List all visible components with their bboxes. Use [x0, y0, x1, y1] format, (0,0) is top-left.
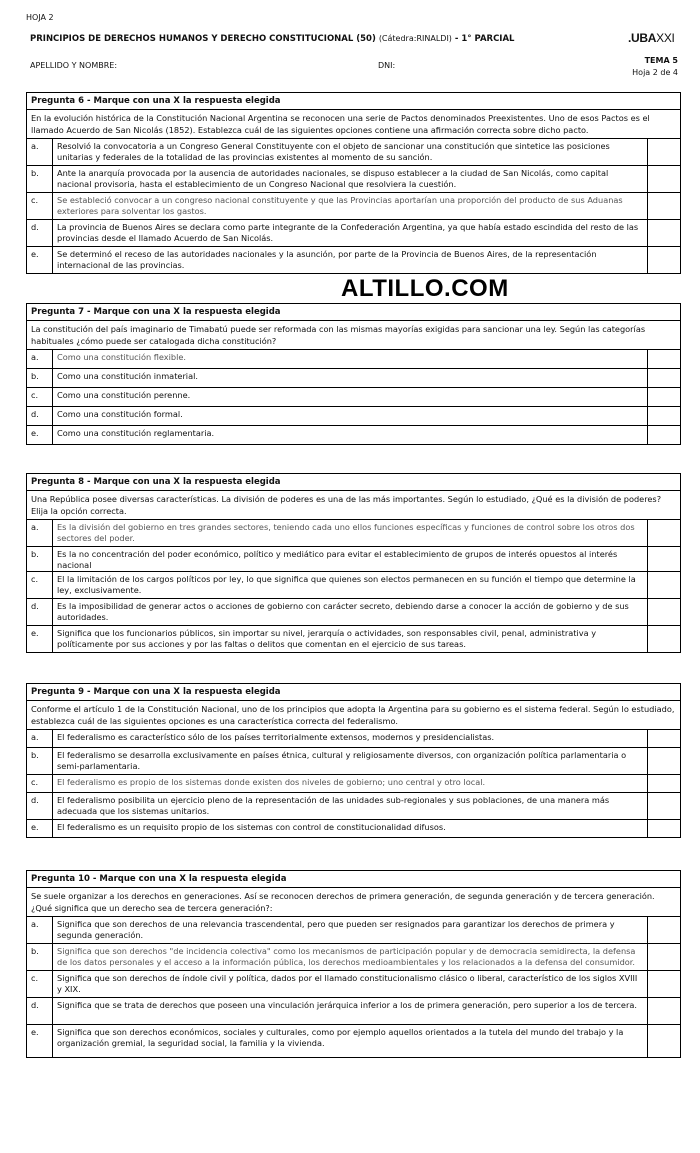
answer-box[interactable] [648, 626, 681, 652]
question-prompt: La constitución del país imaginario de Timabatú puede ser reformada con las mismas mayorías exigidas para sancionar una ley. Según las categorías habituales ¿cómo puede ser catalogada dicha constitución? [26, 321, 681, 350]
option-letter: d. [27, 220, 53, 246]
answer-box[interactable] [648, 139, 681, 165]
option-text: Significa que son derechos de una relevancia trascendental, pero que pueden ser resignados para garantizar los derechos de primera y segunda generación. [53, 917, 648, 943]
option-letter: b. [27, 547, 53, 571]
option-row [26, 572, 681, 599]
option-letter: a. [27, 520, 53, 546]
option-letter: d. [27, 407, 53, 425]
option-row [26, 247, 681, 274]
option-text: Significa que son derechos "de incidencia colectiva" como los mecanismos de participación popular y de democracia semidirecta, la defensa de los datos personales y el acceso a la información pública, los derechos medioambientales y los relacionados a la defensa del consumidor. [53, 944, 648, 970]
question-6 [26, 92, 681, 274]
option-row [26, 748, 681, 775]
answer-box[interactable] [648, 547, 681, 571]
option-letter: e. [27, 426, 53, 444]
option-row [26, 166, 681, 193]
answer-box[interactable] [648, 220, 681, 246]
course-chair: (Cátedra:RINALDI) [378, 34, 452, 43]
option-text: El la limitación de los cargos políticos por ley, lo que significa que quienes son electos permanecen en su función el tiempo que determine la ley, exclusivamente. [53, 572, 648, 598]
answer-box[interactable] [648, 944, 681, 970]
answer-box[interactable] [648, 998, 681, 1024]
question-8 [26, 473, 681, 653]
option-text: Significa que son derechos de índole civil y política, dados por el llamado constitucionalismo clásico o liberal, característico de los siglos XVIII y XIX. [53, 971, 648, 997]
option-row [26, 369, 681, 388]
option-text: Resolvió la convocatoria a un Congreso General Constituyente con el objeto de sancionar una constitución que sintetice las posiciones unitarias y federales de la totalidad de las provincias existentes al momento de su sanción. [53, 139, 648, 165]
option-row [26, 599, 681, 626]
option-text: Como una constitución inmaterial. [53, 369, 648, 387]
answer-box[interactable] [648, 426, 681, 444]
option-letter: b. [27, 369, 53, 387]
option-letter: a. [27, 917, 53, 943]
option-letter: c. [27, 193, 53, 219]
answer-box[interactable] [648, 166, 681, 192]
option-row [26, 388, 681, 407]
option-letter: c. [27, 572, 53, 598]
option-row [26, 626, 681, 653]
option-row [26, 917, 681, 944]
option-text: El federalismo es un requisito propio de los sistemas con control de constitucionalidad difusos. [53, 820, 648, 837]
option-row [26, 775, 681, 793]
answer-box[interactable] [648, 599, 681, 625]
option-letter: c. [27, 775, 53, 792]
course-name: PRINCIPIOS DE DERECHOS HUMANOS Y DERECHO CONSTITUCIONAL (50) [30, 34, 376, 44]
question-title: Pregunta 8 - Marque con una X la respuesta elegida [26, 473, 681, 491]
option-row [26, 793, 681, 820]
option-text: El federalismo es característico sólo de los países territorialmente extensos, modernos y presidencialistas. [53, 730, 648, 747]
option-row [26, 220, 681, 247]
option-letter: e. [27, 247, 53, 273]
question-title: Pregunta 9 - Marque con una X la respuesta elegida [26, 683, 681, 701]
watermark: ALTILLO.COM [341, 275, 509, 302]
option-letter: c. [27, 388, 53, 406]
option-letter: b. [27, 748, 53, 774]
option-row [26, 547, 681, 572]
option-letter: c. [27, 971, 53, 997]
question-title: Pregunta 7 - Marque con una X la respuesta elegida [26, 303, 681, 321]
option-text: Es la no concentración del poder económico, político y mediático para evitar el establecimiento de grupos de interés opuestos al interés nacional [53, 547, 648, 571]
option-letter: a. [27, 350, 53, 368]
answer-box[interactable] [648, 917, 681, 943]
option-text: Ante la anarquía provocada por la ausencia de autoridades nacionales, se dispuso establecer a la ciudad de San Nicolás, como capital nacional provisoria, hasta el establecimiento de un Congreso Nacional que resolviera la cuestión. [53, 166, 648, 192]
question-title: Pregunta 10 - Marque con una X la respuesta elegida [26, 870, 681, 888]
option-row [26, 407, 681, 426]
option-row [26, 944, 681, 971]
option-row [26, 820, 681, 838]
option-text: La provincia de Buenos Aires se declara como parte integrante de la Confederación Argentina, ya que había estado escindida del resto de las provincias desde el llamado Acuerdo de San Nicolás. [53, 220, 648, 246]
answer-box[interactable] [648, 369, 681, 387]
uba-xxi-logo: .UBAXXI [628, 31, 675, 45]
option-row [26, 998, 681, 1025]
option-text: Significa que se trata de derechos que poseen una vinculación jerárquica inferior a los de primera generación, pero superior a los de tercera. [53, 998, 648, 1024]
question-title: Pregunta 6 - Marque con una X la respuesta elegida [26, 92, 681, 110]
option-letter: d. [27, 793, 53, 819]
question-prompt: Una República posee diversas características. La división de poderes es una de las más importantes. Según lo estudiado, ¿Qué es la división de poderes? Elija la opción correcta. [26, 491, 681, 520]
option-row [26, 730, 681, 748]
answer-box[interactable] [648, 1025, 681, 1057]
option-text: Como una constitución perenne. [53, 388, 648, 406]
sheet-number: HOJA 2 [26, 13, 54, 22]
option-letter: e. [27, 820, 53, 837]
exam-name: - 1° PARCIAL [454, 34, 515, 44]
option-text: El federalismo posibilita un ejercicio pleno de la representación de las unidades sub-regionales y sus poblaciones, de una manera más adecuada que los sistemas unitarios. [53, 793, 648, 819]
tema-label: TEMA 5 [644, 56, 678, 65]
option-text: Se determinó el receso de las autoridades nacionales y la asunción, por parte de la Provincia de Buenos Aires, de la representación internacional de las provincias. [53, 247, 648, 273]
answer-box[interactable] [648, 971, 681, 997]
question-10 [26, 870, 681, 1058]
dni-label: DNI: [378, 61, 396, 70]
answer-box[interactable] [648, 350, 681, 368]
answer-box[interactable] [648, 407, 681, 425]
question-7 [26, 303, 681, 445]
answer-box[interactable] [648, 247, 681, 273]
option-text: Significa que los funcionarios públicos, sin importar su nivel, jerarquía o actividades, son responsables civil, penal, administrativa y políticamente por sus acciones y por las faltas o delitos que comentan en el ejercicio de sus tareas. [53, 626, 648, 652]
option-letter: e. [27, 626, 53, 652]
option-letter: b. [27, 166, 53, 192]
option-letter: a. [27, 139, 53, 165]
answer-box[interactable] [648, 193, 681, 219]
question-prompt: En la evolución histórica de la Constitución Nacional Argentina se reconocen una serie de Pactos denominados Preexistentes. Uno de esos Pactos es el llamado Acuerdo de San Nicolás (1852). Establezca cuál de las siguientes opciones contiene una afirmación correcta sobre dicho pacto. [26, 110, 681, 139]
option-text: Significa que son derechos económicos, sociales y culturales, como por ejemplo aquellos orientados a la tutela del mundo del trabajo y la organización gremial, la seguridad social, la familia y la vivienda. [53, 1025, 648, 1057]
option-row [26, 350, 681, 369]
option-letter: b. [27, 944, 53, 970]
option-row [26, 520, 681, 547]
answer-box[interactable] [648, 775, 681, 792]
option-text: El federalismo se desarrolla exclusivamente en países étnica, cultural y religiosamente diversos, con organización política parlamentaria o semi-parlamentaria. [53, 748, 648, 774]
answer-box[interactable] [648, 388, 681, 406]
name-label: APELLIDO Y NOMBRE: [30, 61, 118, 70]
question-prompt: Conforme el artículo 1 de la Constitución Nacional, uno de los principios que adopta la Argentina para su gobierno es el sistema federal. Según lo estudiado, establezca cuál de las siguientes opciones es una característica correcta del federalismo. [26, 701, 681, 730]
option-row [26, 193, 681, 220]
answer-box[interactable] [648, 748, 681, 774]
option-text: Como una constitución flexible. [53, 350, 648, 368]
option-row [26, 139, 681, 166]
option-letter: a. [27, 730, 53, 747]
option-text: Se estableció convocar a un congreso nacional constituyente y que las Provincias aportarían una proporción del producto de sus Aduanas exteriores para solventar los gastos. [53, 193, 648, 219]
option-row [26, 1025, 681, 1058]
answer-box[interactable] [648, 572, 681, 598]
option-text: Es la división del gobierno en tres grandes sectores, teniendo cada uno ellos funciones específicas y funciones de control sobre los otros dos sectores del poder. [53, 520, 648, 546]
option-letter: d. [27, 599, 53, 625]
option-row [26, 971, 681, 998]
question-9 [26, 683, 681, 838]
answer-box[interactable] [648, 793, 681, 819]
option-text: Es la imposibilidad de generar actos o acciones de gobierno con carácter secreto, debiendo darse a conocer la acción de gobierno y de sus autoridades. [53, 599, 648, 625]
option-text: El federalismo es propio de los sistemas donde existen dos niveles de gobierno; uno central y otro local. [53, 775, 648, 792]
answer-box[interactable] [648, 820, 681, 837]
option-text: Como una constitución reglamentaria. [53, 426, 648, 444]
answer-box[interactable] [648, 520, 681, 546]
course-title [30, 34, 514, 44]
option-letter: d. [27, 998, 53, 1024]
option-row [26, 426, 681, 445]
tema-block [632, 55, 678, 79]
option-letter: e. [27, 1025, 53, 1057]
answer-box[interactable] [648, 730, 681, 747]
question-prompt: Se suele organizar a los derechos en generaciones. Así se reconocen derechos de primera generación, de segunda generación y de tercera generación. ¿Qué significa que un derecho sea de tercera generación?: [26, 888, 681, 917]
page-count: Hoja 2 de 4 [632, 68, 678, 77]
option-text: Como una constitución formal. [53, 407, 648, 425]
